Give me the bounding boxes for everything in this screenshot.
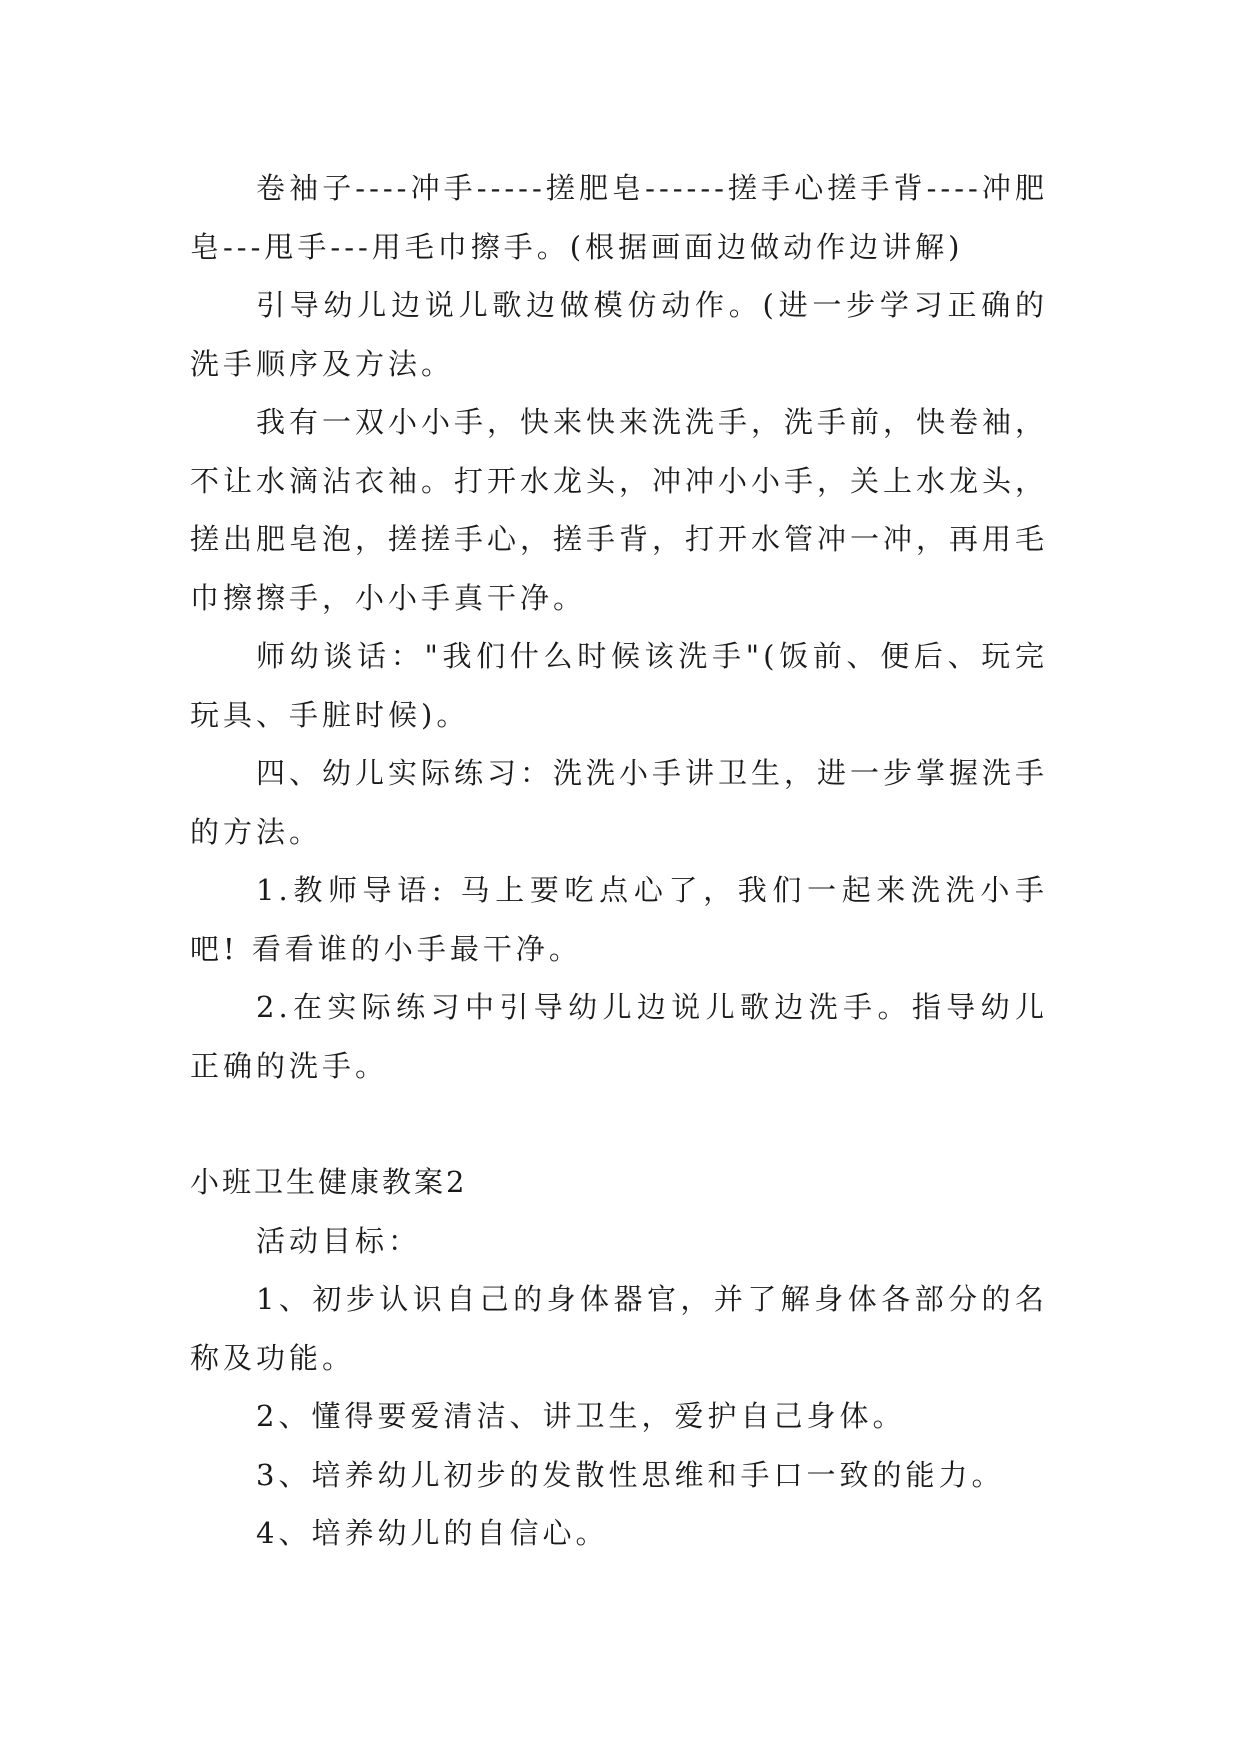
paragraph-teacher-talk: 师幼谈话："我们什么时候该洗手"(饭前、便后、玩完玩具、手脏时候)。 — [190, 639, 1048, 732]
paragraph-goal-three: 3、培养幼儿初步的发散性思维和手口一致的能力。 — [256, 1457, 1005, 1492]
paragraph-teacher-intro: 1.教师导语: 马上要吃点心了，我们一起来洗洗小手吧! 看看谁的小手最干净。 — [190, 873, 1048, 966]
paragraph-goal-one: 1、初步认识自己的身体器官，并了解身体各部分的名称及功能。 — [190, 1282, 1048, 1375]
paragraph-goal-four: 4、培养幼儿的自信心。 — [256, 1516, 609, 1550]
paragraph-guide-imitation: 引导幼儿边说儿歌边做模仿动作。(进一步学习正确的洗手顺序及方法。 — [190, 288, 1048, 381]
paragraph-practice-step-four: 四、幼儿实际练习：洗洗小手讲卫生，进一步掌握洗手的方法。 — [190, 756, 1049, 849]
paragraph-activity-goals-label: 活动目标： — [256, 1223, 422, 1258]
section-title: 小班卫生健康教案2 — [190, 1165, 468, 1199]
paragraph-handwash-steps: 卷袖子----冲手-----搓肥皂------搓手心搓手背----冲肥皂---甩手---用毛巾擦手。(根据画面边做动作边讲解) — [190, 171, 1048, 264]
document-body — [190, 159, 1048, 1563]
paragraph-practice-guidance: 2.在实际练习中引导幼儿边说儿歌边洗手。指导幼儿正确的洗手。 — [190, 990, 1048, 1083]
paragraph-nursery-rhyme: 我有一双小小手，快来快来洗洗手，洗手前，快卷袖，不让水滴沾衣袖。打开水龙头，冲冲小小手，关上水龙头，搓出肥皂泡，搓搓手心，搓手背，打开水管冲一冲，再用毛巾擦擦手，小小手真干净。 — [190, 405, 1049, 615]
paragraph-goal-two: 2、懂得要爱清洁、讲卫生，爱护自己身体。 — [256, 1399, 906, 1433]
